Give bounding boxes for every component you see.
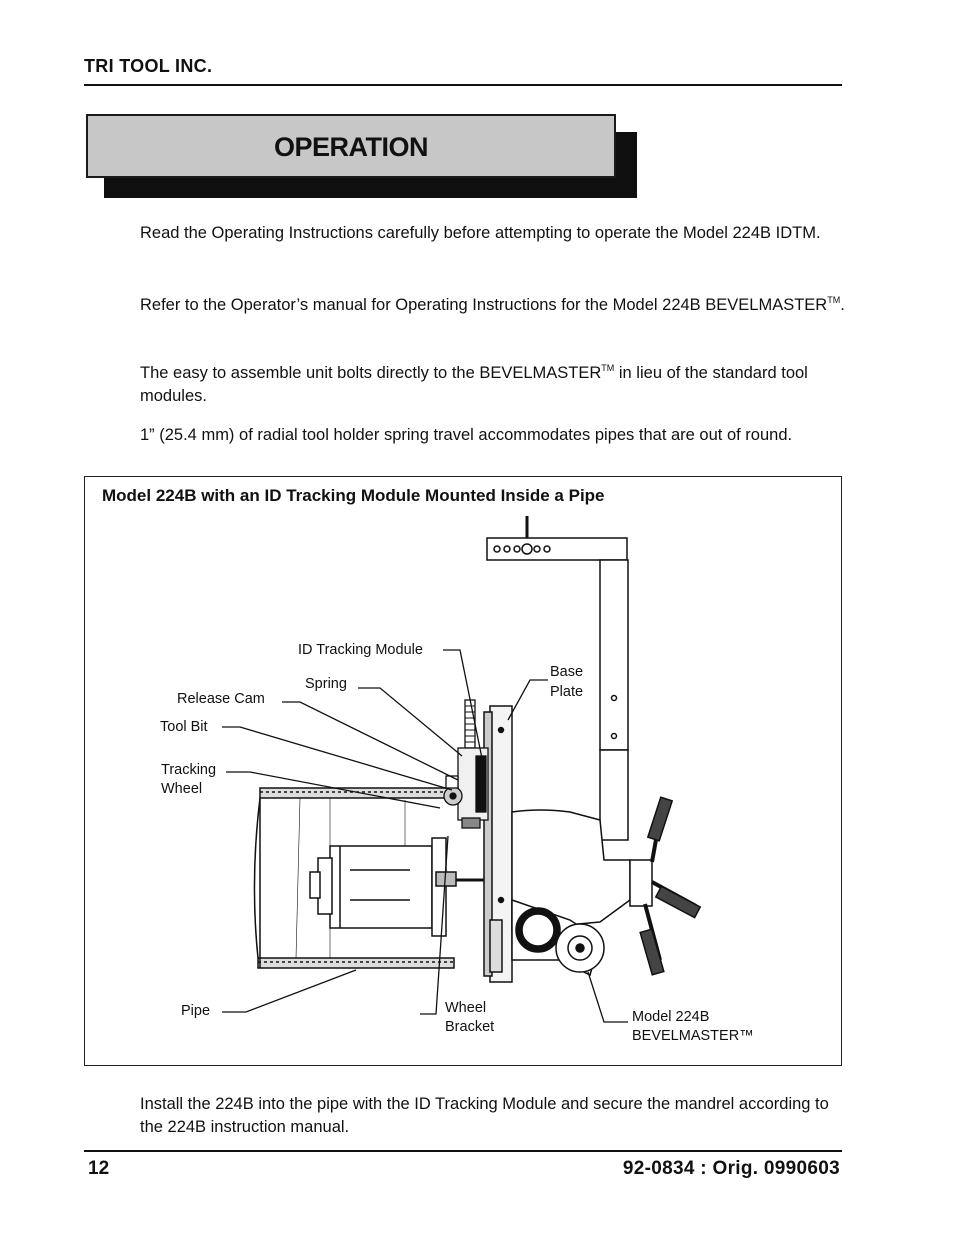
trademark-mark: TM xyxy=(601,363,615,373)
paragraph-spring-travel: 1” (25.4 mm) of radial tool holder spring travel accommodates pipes that are out of round. xyxy=(140,426,793,444)
label-wheel-bracket-2: Bracket xyxy=(445,1019,495,1035)
label-spring: Spring xyxy=(305,676,347,692)
document-number: 92-0834 : Orig. 0990603 xyxy=(622,1158,840,1179)
id-tracking-module xyxy=(444,700,488,828)
paragraph-easy-assemble xyxy=(140,357,845,408)
label-pipe: Pipe xyxy=(181,1003,211,1019)
paragraph-refer-manual xyxy=(140,289,845,317)
section-banner xyxy=(86,114,616,178)
paragraph-text: Refer to the Operator’s manual for Operating Instructions for the Model 224B BEVELMASTER xyxy=(140,296,828,314)
trademark-mark: TM xyxy=(827,295,841,305)
company-name: TRI TOOL INC. xyxy=(84,56,213,76)
machine-diagram xyxy=(86,510,840,1062)
paragraph-read-instructions: Read the Operating Instructions carefully before attempting to operate the Model 224B IDTM. xyxy=(140,224,821,242)
label-base: Base xyxy=(550,664,584,680)
label-bevelmaster: BEVELMASTER™ xyxy=(632,1028,754,1044)
label-tracking: Tracking xyxy=(161,762,217,778)
label-plate: Plate xyxy=(550,684,584,700)
label-wheel-bracket-1: Wheel xyxy=(445,1000,487,1016)
header-rule xyxy=(84,84,842,86)
label-wheel: Wheel xyxy=(161,781,203,797)
paragraph-install: Install the 224B into the pipe with the ID Tracking Module and secure the mandrel according to the 224B instruction manual. xyxy=(140,1095,829,1136)
label-model: Model 224B xyxy=(632,1009,710,1025)
paragraph-text: The easy to assemble unit bolts directly to the BEVELMASTER xyxy=(140,364,602,382)
mandrel-motor xyxy=(310,838,496,936)
paragraph-end: in lieu of the standard tool modules. xyxy=(140,364,808,405)
section-title: OPERATION xyxy=(273,132,428,162)
footer-rule xyxy=(84,1150,842,1152)
label-id-tracking-module: ID Tracking Module xyxy=(298,642,423,658)
figure-caption: Model 224B with an ID Tracking Module Mounted Inside a Pipe xyxy=(102,486,605,505)
label-tool-bit: Tool Bit xyxy=(160,719,208,735)
paragraph-end: . xyxy=(840,296,845,314)
label-release-cam: Release Cam xyxy=(177,691,265,707)
page-number: 12 xyxy=(88,1158,110,1179)
